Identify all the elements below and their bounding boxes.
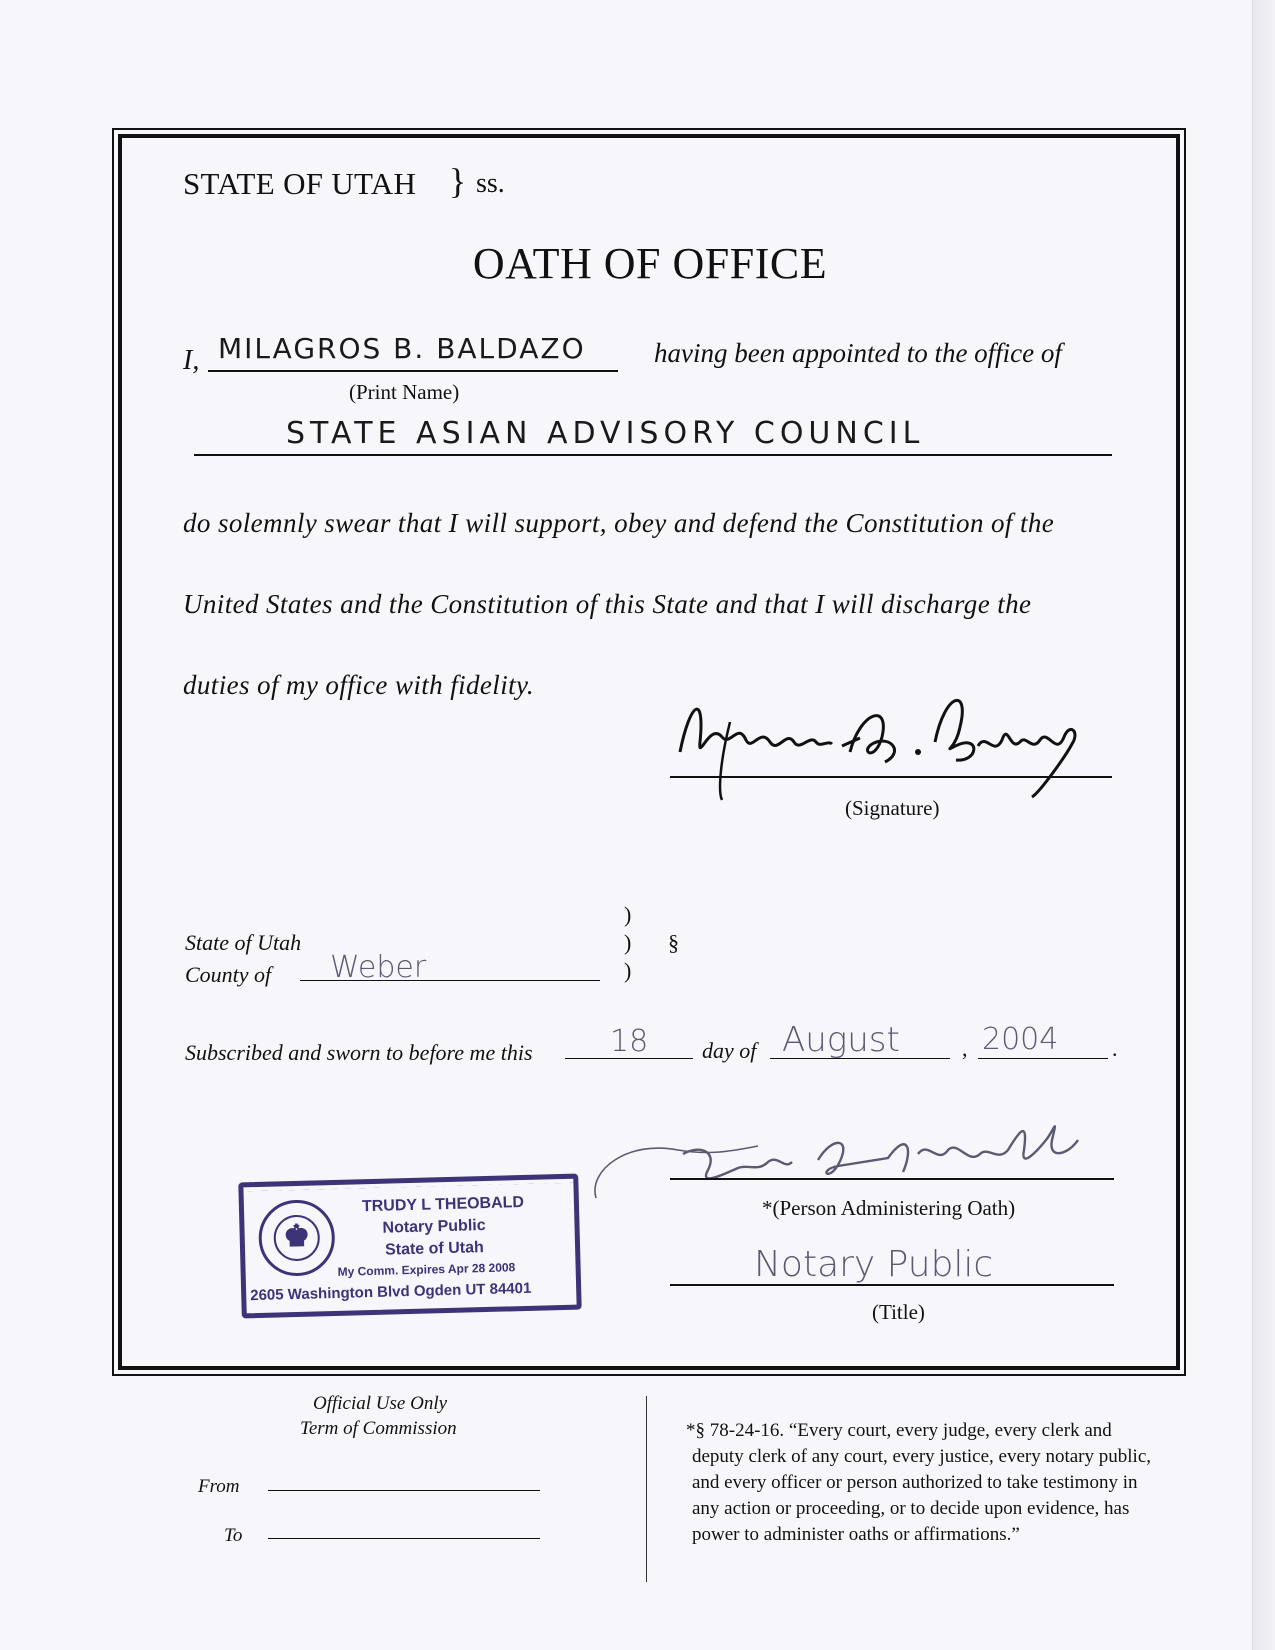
signature-image [660, 682, 1100, 802]
day-of-label: day of [702, 1038, 757, 1063]
to-line [268, 1538, 540, 1539]
from-line [268, 1490, 540, 1491]
sworn-month-value: August [782, 1020, 900, 1060]
term-of-commission-label: Term of Commission [300, 1418, 457, 1439]
title-line [670, 1284, 1114, 1286]
notary-stamp [238, 1174, 581, 1319]
ss-abbrev: ss. [476, 168, 505, 199]
state-heading: STATE OF UTAH [183, 166, 417, 201]
year-line [978, 1058, 1108, 1059]
title-label: (Title) [872, 1300, 925, 1324]
venue-state-label: State of Utah [185, 930, 302, 955]
i-prefix: I, [183, 345, 200, 376]
signature-line [670, 776, 1112, 778]
statute-line-1: *§ 78-24-16. “Every court, every judge, every clerk and [686, 1420, 1112, 1441]
statute-line-2: deputy clerk of any court, every justice, every notary public, [692, 1446, 1151, 1467]
name-line [208, 370, 618, 372]
print-name-label: (Print Name) [349, 380, 460, 404]
sworn-period: . [1112, 1036, 1118, 1061]
venue-paren-2: ) [624, 930, 632, 955]
oath-body-line-1: do solemnly swear that I will support, obey and defend the Constitution of the [183, 508, 1055, 538]
sworn-prefix: Subscribed and sworn to before me this [185, 1040, 533, 1065]
sworn-comma: , [962, 1036, 968, 1061]
state-seal-icon: ♚ [258, 1199, 336, 1277]
stamp-notary-public: Notary Public [382, 1217, 486, 1237]
oath-body-line-3: duties of my office with fidelity. [183, 670, 535, 700]
statute-line-5: power to administer oaths or affirmations.” [692, 1524, 1020, 1545]
administering-label: *(Person Administering Oath) [762, 1196, 1016, 1220]
page-title: OATH OF OFFICE [472, 239, 828, 288]
official-use-label: Official Use Only [313, 1393, 448, 1414]
appointed-text: having been appointed to the office of [654, 338, 1062, 368]
sworn-year-value: 2004 [982, 1022, 1059, 1057]
sworn-day-value: 18 [610, 1024, 649, 1059]
county-line [300, 980, 600, 981]
notary-signature-image [588, 1110, 1118, 1200]
venue-county-label: County of [185, 962, 272, 987]
venue-paren-3: ) [624, 958, 632, 983]
section-symbol: § [668, 930, 679, 955]
signature-label: (Signature) [845, 796, 940, 820]
from-label: From [198, 1476, 240, 1497]
office-value: STATE ASIAN ADVISORY COUNCIL [286, 416, 925, 451]
venue-paren-1: ) [624, 902, 632, 927]
administering-line [670, 1178, 1114, 1180]
statute-line-4: any action or proceeding, or to decide upon evidence, has [692, 1498, 1130, 1519]
stamp-address: 2605 Washington Blvd Ogden UT 84401 [250, 1279, 532, 1305]
footer-divider [646, 1396, 647, 1582]
to-label: To [224, 1525, 243, 1546]
statute-line-3: and every officer or person authorized to take testimony in [692, 1472, 1138, 1493]
stamp-commission: My Comm. Expires Apr 28 2008 [337, 1260, 516, 1279]
office-line [194, 454, 1112, 456]
stamp-name: TRUDY L THEOBALD [361, 1194, 525, 1216]
day-line [565, 1058, 693, 1059]
notary-title-value: Notary Public [754, 1244, 994, 1285]
oath-body-line-2: United States and the Constitution of this State and that I will discharge the [183, 589, 1032, 619]
stamp-state: State of Utah [384, 1239, 484, 1259]
county-value: Weber [330, 950, 427, 985]
brace: } [449, 161, 467, 201]
printed-name-value: MILAGROS B. BALDAZO [218, 332, 586, 365]
month-line [770, 1058, 950, 1059]
